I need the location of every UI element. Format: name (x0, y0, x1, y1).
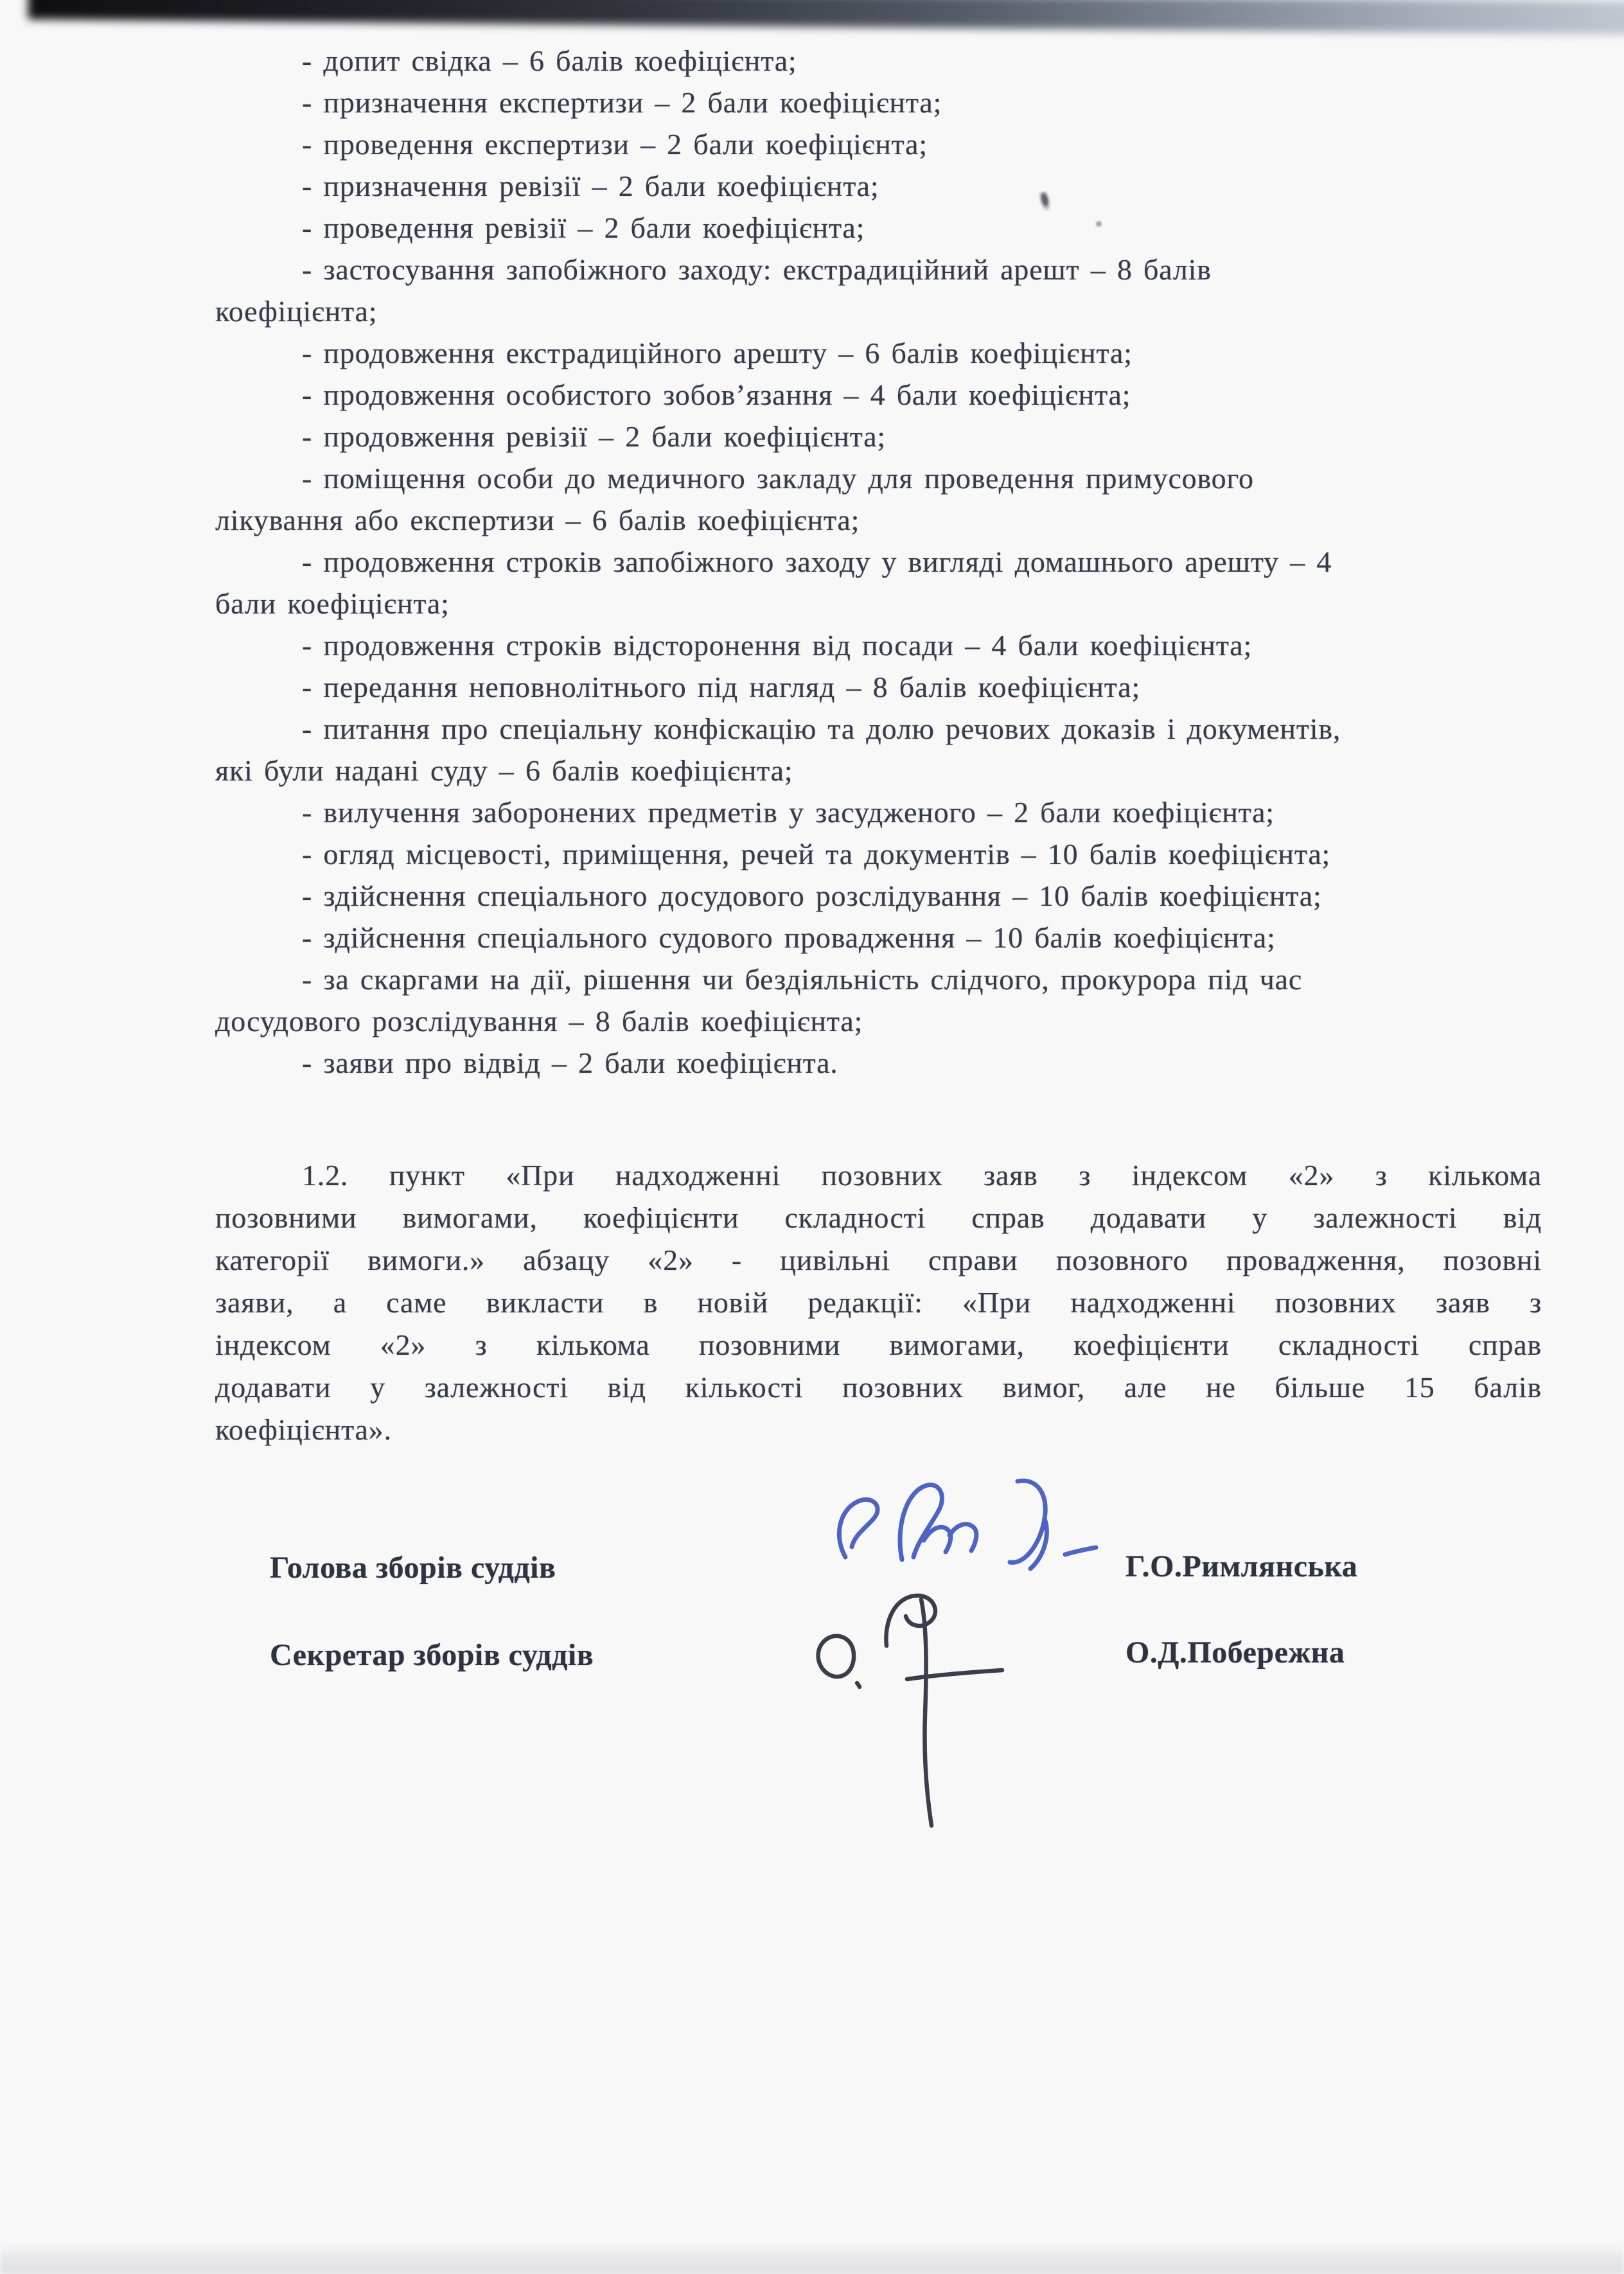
document-line: - передання неповнолітнього під нагляд – 8 балів коефіцієнта; (302, 671, 1141, 703)
signature-name-secretary: О.Д.Побережна (1125, 1635, 1345, 1670)
document-line: - проведення експертизи – 2 бали коефіцієнта; (302, 128, 928, 161)
document-line: - продовження особистого зобов’язання – 4 бали коефіцієнта; (302, 378, 1131, 411)
document-line: - за скаргами на дії, рішення чи бездіяльність слідчого, прокурора під час (302, 963, 1303, 996)
document-line: - продовження строків відсторонення від посади – 4 бали коефіцієнта; (302, 629, 1253, 662)
document-line: - проведення ревізії – 2 бали коефіцієнта; (302, 211, 865, 244)
document-line: - вилучення заборонених предметів у засудженого – 2 бали коефіцієнта; (302, 796, 1275, 829)
signature-role-secretary: Секретар зборів суддів (270, 1638, 594, 1672)
coefficient-list (215, 40, 1542, 1084)
document-line: - огляд місцевості, приміщення, речей та документів – 10 балів коефіцієнта; (302, 838, 1331, 870)
document-body (215, 40, 1542, 1451)
document-line: - заяви про відвід – 2 бали коефіцієнта. (302, 1046, 838, 1079)
document-line: які були надані суду – 6 балів коефіцієнта; (215, 754, 793, 787)
document-line: - питання про спеціальну конфіскацію та долю речових доказів і документів, (302, 712, 1341, 745)
document-line: - продовження строків запобіжного заходу у вигляді домашнього арешту – 4 (302, 545, 1332, 578)
paragraph-1-2 (215, 1154, 1542, 1451)
paragraph-line: позовними вимогами, коефіцієнти складності справ додавати у залежності від (215, 1201, 1542, 1234)
document-line: - продовження екстрадиційного арешту – 6 балів коефіцієнта; (302, 337, 1133, 369)
document-line: досудового розслідування – 8 балів коефіцієнта; (215, 1005, 863, 1037)
chair-handwritten-signature-ink (826, 1475, 1109, 1584)
paragraph-line: категорії вимоги.» абзацу «2» - цивільні справи позовного провадження, позовні (215, 1244, 1542, 1276)
paragraph-line: індексом «2» з кількома позовними вимогами, коефіцієнти складності справ (215, 1328, 1542, 1361)
document-line: - здійснення спеціального судового провадження – 10 балів коефіцієнта; (302, 921, 1276, 954)
document-line: - здійснення спеціального досудового розслідування – 10 балів коефіцієнта; (302, 879, 1322, 912)
document-line: лікування або експертизи – 6 балів коефіцієнта; (215, 504, 860, 536)
signature-name-chair: Г.О.Римлянська (1125, 1549, 1358, 1583)
signature-role-chair: Голова зборів суддів (270, 1551, 556, 1585)
document-line: - призначення експертизи – 2 бали коефіцієнта; (302, 86, 942, 119)
paragraph-line: коефіцієнта». (215, 1413, 392, 1446)
document-line: бали коефіцієнта; (215, 587, 450, 620)
document-line: - продовження ревізії – 2 бали коефіцієнта; (302, 420, 886, 453)
document-line: - поміщення особи до медичного закладу для проведення примусового (302, 462, 1254, 495)
paragraph-line: 1.2. пункт «При надходженні позовних заяв з індексом «2» з кількома (302, 1159, 1542, 1192)
secretary-handwritten-signature-ink (790, 1580, 1021, 1837)
document-line: коефіцієнта; (215, 295, 378, 328)
scan-bottom-edge-shadow (0, 2241, 1624, 2274)
document-line: - допит свідка – 6 балів коефіцієнта; (302, 44, 797, 77)
paragraph-line: додавати у залежності від кількості позовних вимог, але не більше 15 балів (215, 1371, 1542, 1404)
paragraph-line: заяви, а саме викласти в новій редакції: «При надходженні позовних заяв з (215, 1286, 1542, 1319)
document-line: - застосування запобіжного заходу: екстрадиційний арешт – 8 балів (302, 253, 1212, 286)
document-line: - призначення ревізії – 2 бали коефіцієнта; (302, 170, 879, 202)
scan-top-edge-shadow (28, 0, 1624, 35)
